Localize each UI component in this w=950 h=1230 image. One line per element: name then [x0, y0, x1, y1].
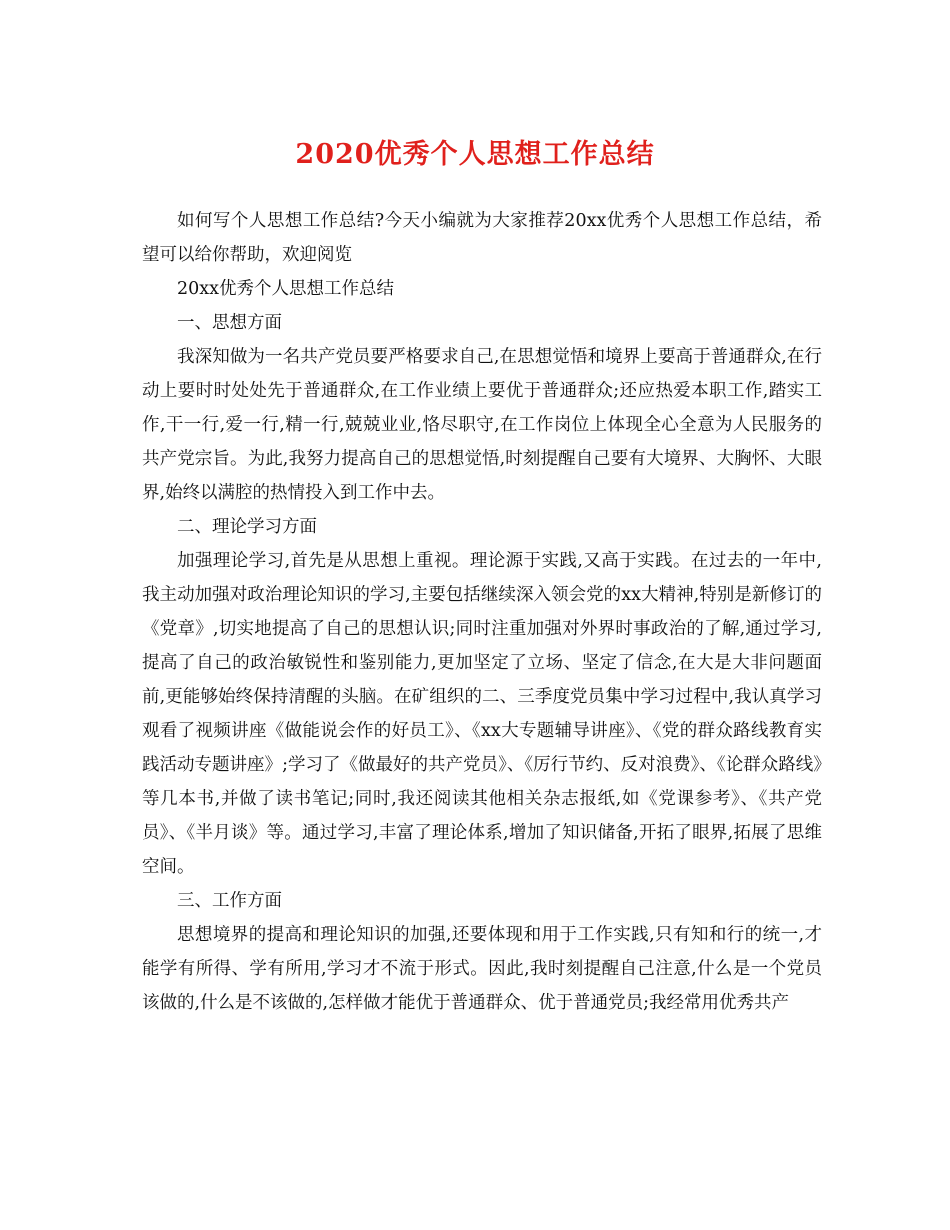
thought-paragraph: 我深知做为一名共产党员要严格要求自己,在思想觉悟和境界上要高于普通群众,在行动上要时时处处先于普通群众,在工作业绩上要优于普通群众;还应热爱本职工作,踏实工作,干一行,爱一行,精一行,兢兢业业,恪尽职守,在工作岗位上体现全心全意为人民服务的共产党宗旨。为此,我努力提高自己的思想觉悟,时刻提醒自己要有大境界、大胸怀、大眼界,始终以满腔的热情投入到工作中去。	[142, 347, 822, 503]
intro-paragraph: 如何写个人思想工作总结?今天小编就为大家推荐20xx优秀个人思想工作总结，希望可以给你帮助，欢迎阅览	[142, 211, 822, 265]
theory-paragraph: 加强理论学习,首先是从思想上重视。理论源于实践,又高于实践。在过去的一年中,我主动加强对政治理论知识的学习,主要包括继续深入领会党的xx大精神,特别是新修订的《党章》,切实地提高了自己的思想认识;同时注重加强对外界时事政治的了解,通过学习,提高了自己的政治敏锐性和鉴别能力,更加坚定了立场、坚定了信念,在大是大非问题面前,更能够始终保持清醒的头脑。在矿组织的二、三季度党员集中学习过程中,我认真学习观看了视频讲座《做能说会作的好员工》、《xx大专题辅导讲座》、《党的群众路线教育实践活动专题讲座》;学习了《做最好的共产党员》、《厉行节约、反对浪费》、《论群众路线》等几本书,并做了读书笔记;同时,我还阅读其他相关杂志报纸,如《党课参考》、《共产党员》、《半月谈》等。通过学习,丰富了理论体系,增加了知识储备,开拓了眼界,拓展了思维空间。	[142, 551, 822, 877]
document-title: 2020优秀个人思想工作总结	[295, 139, 655, 170]
section-heading-thought: 一、思想方面	[177, 313, 282, 333]
section-heading-work: 三、工作方面	[177, 891, 282, 911]
subtitle-paragraph: 20xx优秀个人思想工作总结	[177, 279, 395, 299]
work-paragraph: 思想境界的提高和理论知识的加强,还要体现和用于工作实践,只有知和行的统一,才能学有所得、学有所用,学习才不流于形式。因此,我时刻提醒自己注意,什么是一个党员该做的,什么是不该做的,怎样做才能优于普通群众、优于普通党员;我经常用优秀共产	[142, 925, 822, 1013]
document-body	[142, 204, 822, 1020]
section-heading-theory: 二、理论学习方面	[177, 517, 317, 537]
